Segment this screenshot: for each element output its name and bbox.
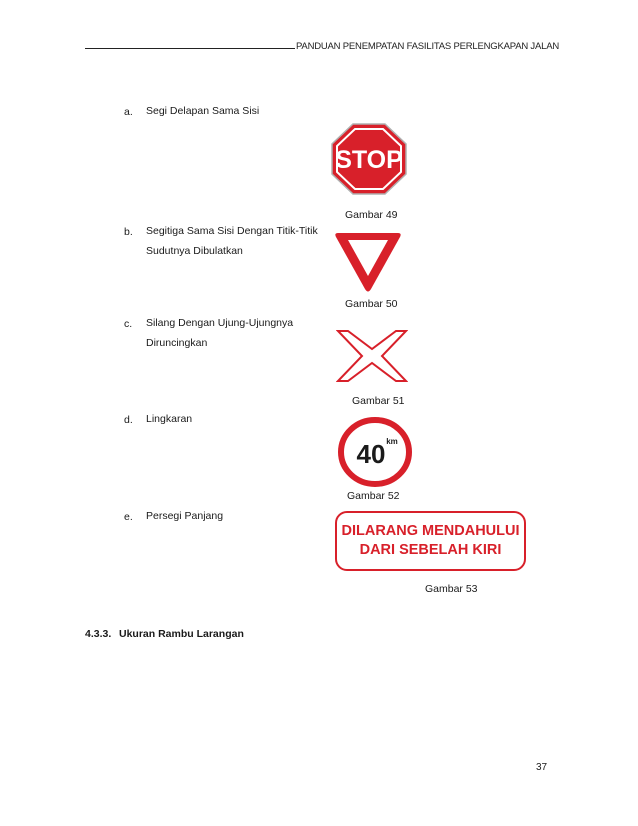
speed-limit-value: 40 [356, 439, 386, 469]
item-a-line-1: Segi Delapan Sama Sisi [146, 105, 260, 117]
caption-gambar-52: Gambar 52 [347, 490, 400, 502]
yield-sign-image [332, 230, 404, 294]
railway-cross-sign-image [336, 325, 408, 387]
item-marker-a: a. [124, 106, 133, 118]
caption-gambar-50: Gambar 50 [345, 298, 398, 310]
item-marker-b: b. [124, 226, 133, 238]
item-d-line-1: Lingkaran [146, 413, 193, 425]
item-marker-d: d. [124, 414, 133, 426]
item-b-line-2: Sudutnya Dibulatkan [146, 245, 243, 257]
item-marker-c: c. [124, 318, 133, 330]
item-text-d [146, 409, 192, 429]
item-e-line-1: Persegi Panjang [146, 510, 224, 522]
caption-gambar-53: Gambar 53 [425, 583, 478, 595]
header-rule [85, 48, 295, 49]
speed-limit-sign-image [337, 416, 413, 488]
item-marker-e: e. [124, 511, 133, 523]
item-text-c [146, 313, 293, 353]
section-heading [85, 628, 244, 640]
rect-sign-line-1: DILARANG MENDAHULUI [341, 523, 520, 539]
section-title-text: Ukuran Rambu Larangan [119, 628, 244, 640]
rect-sign-line-2: DARI SEBELAH KIRI [359, 542, 502, 558]
header-title: PANDUAN PENEMPATAN FASILITAS PERLENGKAPAN JALAN [296, 41, 560, 52]
stop-sign-text: STOP [335, 146, 403, 174]
item-b-line-1: Segitiga Sama Sisi Dengan Titik-Titik [146, 225, 318, 237]
item-c-line-1: Silang Dengan Ujung-Ujungnya [146, 317, 294, 329]
caption-gambar-49: Gambar 49 [345, 209, 398, 221]
item-text-b [146, 221, 318, 261]
item-text-a [146, 101, 259, 121]
section-number: 4.3.3. [85, 628, 112, 640]
no-overtaking-sign-image [335, 511, 526, 571]
speed-limit-unit: km [386, 437, 398, 446]
stop-sign-image [330, 122, 408, 196]
page-number: 37 [536, 762, 548, 773]
item-c-line-2: Diruncingkan [146, 337, 208, 349]
caption-gambar-51: Gambar 51 [352, 395, 405, 407]
item-text-e [146, 506, 223, 526]
